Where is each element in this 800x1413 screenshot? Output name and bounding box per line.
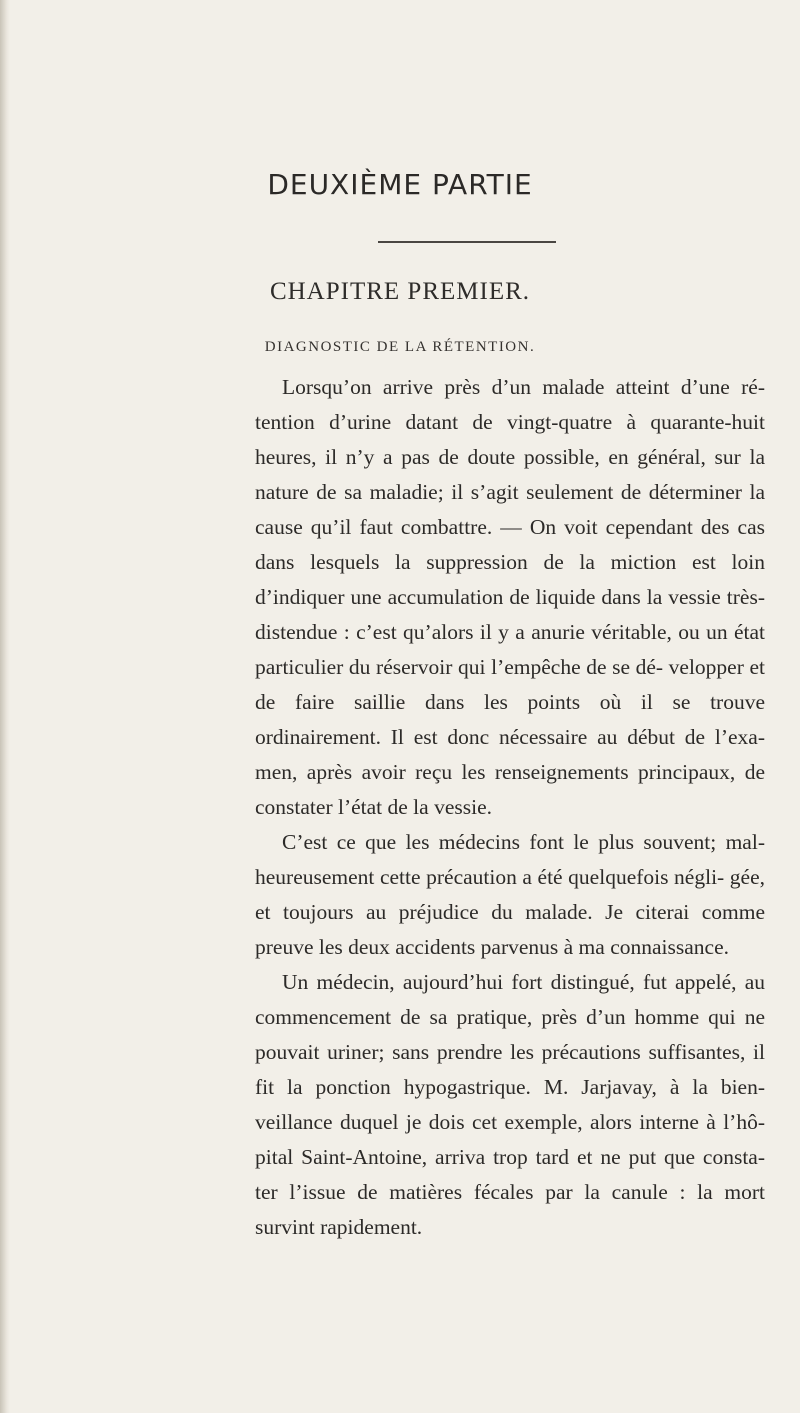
paragraph: C’est ce que les médecins font le plus souvent; mal- heureusement cette précaution a été quelquefois négli- gée, et toujours au préjudice du malade. Je citerai comme preuve les deux accidents parvenus à ma connaissance. <box>255 830 765 959</box>
paragraph: Lorsqu’on arrive près d’un malade atteint d’une ré- tention d’urine datant de vingt-quatre à quarante-huit heures, il n’y a pas de doute possible, en général, sur la nature de sa maladie; il s’agit seulement de déterminer la cause qu’il faut combattre. — On voit cependant des cas dans lesquels la suppression de la miction est loin d’indiquer une accumulation de liquide dans la vessie très-distendue : c’est qu’alors il y a anurie véritable, ou un état particulier du réservoir qui l’empêche de se dé- velopper et de faire saillie dans les points où il se trouve ordinairement. Il est donc nécessaire au début de l’exa- men, après avoir reçu les renseignements principaux, de constater l’état de la vessie. <box>255 375 765 819</box>
ornamental-rule <box>378 241 556 243</box>
chapter-title: CHAPITRE PREMIER. <box>269 278 531 305</box>
paragraph: Un médecin, aujourd’hui fort distingué, fut appelé, au commencement de sa pratique, près d’un homme qui ne pouvait uriner; sans prendre les précautions suffisantes, il fit la ponction hypogastrique. M. Jarjavay, à la bien- veillance duquel je dois cet exemple, alors interne à l’hô- pital Saint-Antoine, arriva trop tard et ne put que consta- ter l’issue de matières fécales par la canule : la mort survint rapidement. <box>255 970 765 1239</box>
body-text <box>255 370 765 1245</box>
section-title: DIAGNOSTIC DE LA RÉTENTION. <box>264 339 536 355</box>
page-binding-edge <box>0 0 10 1413</box>
part-title: DEUXIÈME PARTIE <box>267 168 533 201</box>
